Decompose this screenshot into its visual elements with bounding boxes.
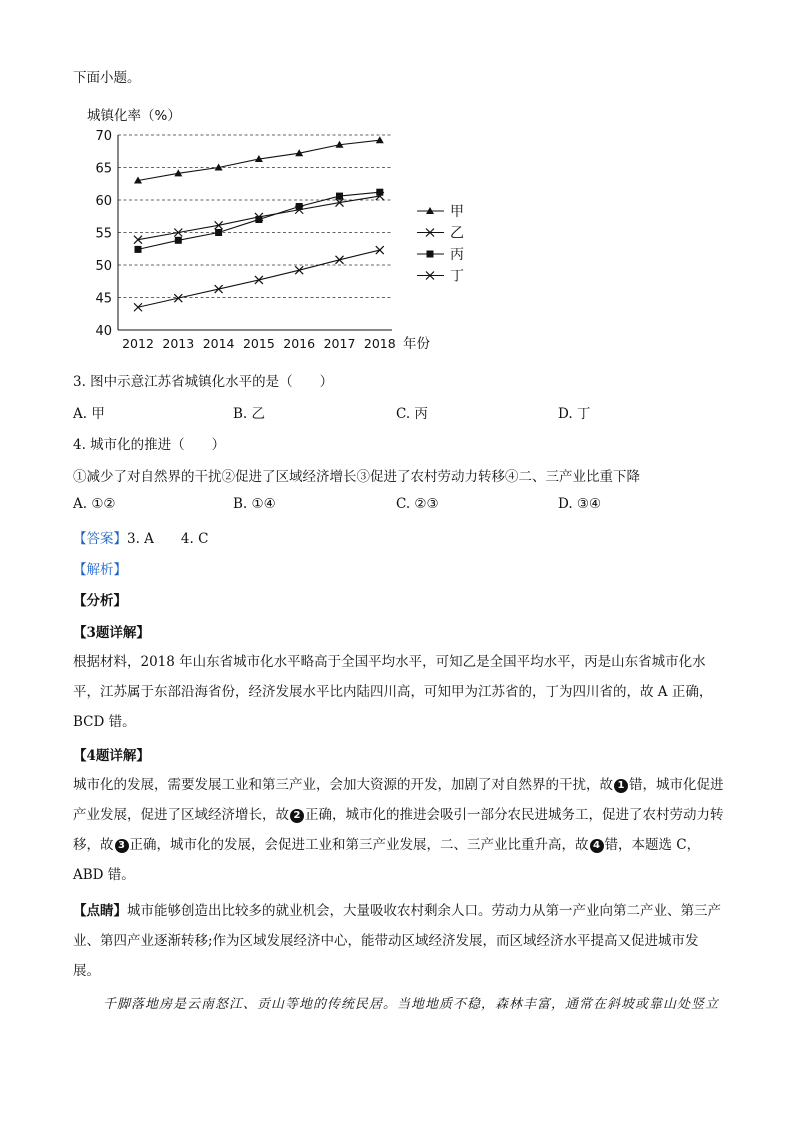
data-point bbox=[135, 246, 142, 253]
q4-option-d[interactable]: D. ③④ bbox=[558, 496, 602, 512]
legend-item bbox=[417, 247, 464, 263]
q4-option-a[interactable]: A. ①② bbox=[73, 496, 116, 512]
detail4-part4: 正确，城市化的发展，会促进工业和第三产业发展，二、三产业比重升高，故 bbox=[129, 837, 589, 853]
x-axis-label: 年份 bbox=[403, 336, 430, 352]
intro-text: 下面小题。 bbox=[73, 70, 141, 86]
answer-text: 3. A 4. C bbox=[127, 531, 209, 547]
series-丁 bbox=[134, 246, 384, 311]
legend-label: 乙 bbox=[450, 225, 464, 242]
data-point bbox=[255, 276, 263, 284]
q4-option-b[interactable]: B. ①④ bbox=[233, 496, 276, 512]
legend-label: 甲 bbox=[450, 204, 464, 220]
q4-option-c[interactable]: C. ②③ bbox=[396, 496, 439, 512]
detail4-label: 【4题详解】 bbox=[73, 748, 150, 764]
detail4-part2: 错，城市化促进产业发展，促进了区域经济增长，故 bbox=[73, 777, 724, 823]
analysis-label: 【解析】 bbox=[73, 562, 127, 578]
q4-stem: 4. 城市化的推进（ ） bbox=[73, 437, 226, 453]
data-point bbox=[296, 203, 303, 210]
x-tick-label: 2018 bbox=[363, 336, 396, 351]
data-point bbox=[376, 136, 384, 143]
x-tick-label: 2016 bbox=[283, 336, 316, 351]
x-tick-label: 2014 bbox=[202, 336, 235, 351]
data-point bbox=[174, 294, 182, 302]
data-point bbox=[295, 266, 303, 274]
q4-statements: ①减少了对自然界的干扰②促进了区域经济增长③促进了农村劳动力转移④二、三产业比重下降 bbox=[73, 469, 640, 485]
next-material-text: 千脚落地房是云南怒江、贡山等地的传统民居。当地地质不稳，森林丰富，通常在斜坡或靠山处竖立 bbox=[103, 997, 720, 1012]
q3-stem: 3. 图中示意江苏省城镇化水平的是（ ） bbox=[73, 374, 334, 390]
y-tick-label: 50 bbox=[95, 259, 112, 274]
q3-option-d[interactable]: D. 丁 bbox=[558, 406, 591, 422]
data-point bbox=[376, 246, 384, 254]
x-tick-label: 2012 bbox=[122, 336, 154, 351]
circled-number-1: 1 bbox=[614, 779, 628, 793]
detail4-part1: 城市化的发展，需要发展工业和第三产业，会加大资源的开发，加剧了对自然界的干扰，故 bbox=[73, 777, 613, 793]
x-tick-label: 2015 bbox=[242, 336, 275, 351]
q3-option-a[interactable]: A. 甲 bbox=[73, 406, 105, 422]
data-point bbox=[215, 285, 223, 293]
detail4-text bbox=[73, 770, 725, 890]
comment-block bbox=[73, 896, 725, 986]
y-tick-label: 55 bbox=[95, 226, 112, 242]
y-tick-label: 60 bbox=[95, 194, 112, 209]
legend-item bbox=[417, 226, 464, 242]
data-point bbox=[427, 251, 434, 258]
urbanization-line-chart bbox=[70, 100, 490, 360]
detail3-text: 根据材料，2018 年山东省城市化水平略高于全国平均水平，可知乙是全国平均水平，丙是山东省城市化水平，江苏属于东部沿海省份，经济发展水平比内陆四川高，可知甲为江苏省的，丁为四川省的，故 A 正确，BCD 错。 bbox=[73, 654, 713, 730]
detail4-part5: 错，本题选 C，ABD 错。 bbox=[73, 837, 701, 883]
y-axis-label: 城镇化率（%） bbox=[87, 108, 181, 124]
series-line bbox=[138, 250, 380, 307]
legend-item bbox=[417, 269, 464, 285]
series-甲 bbox=[134, 136, 384, 183]
data-point bbox=[376, 189, 383, 196]
legend-label: 丁 bbox=[450, 268, 464, 285]
x-tick-label: 2013 bbox=[162, 336, 195, 351]
circled-number-4: 4 bbox=[590, 839, 604, 853]
data-point bbox=[255, 216, 262, 223]
q3-option-c[interactable]: C. 丙 bbox=[396, 406, 428, 422]
comment-label: 【点睛】 bbox=[73, 903, 127, 919]
answer-label: 【答案】 bbox=[73, 531, 127, 547]
data-point bbox=[134, 303, 142, 311]
y-tick-label: 70 bbox=[95, 129, 112, 144]
data-point bbox=[175, 237, 182, 244]
legend-item bbox=[417, 204, 464, 220]
detail4-part3: 正确，城市化的推进会吸引一部分农民进城务工，促进了农村劳动力转移，故 bbox=[73, 807, 724, 853]
answer-line bbox=[73, 527, 208, 547]
legend-label: 丙 bbox=[450, 247, 464, 263]
data-point bbox=[336, 193, 343, 200]
circled-number-3: 3 bbox=[115, 839, 129, 853]
y-tick-label: 45 bbox=[95, 291, 112, 307]
circled-number-2: 2 bbox=[290, 809, 304, 823]
data-point bbox=[215, 229, 222, 236]
series-丙 bbox=[135, 189, 384, 253]
q3-option-b[interactable]: B. 乙 bbox=[233, 406, 266, 422]
detail3-label: 【3题详解】 bbox=[73, 625, 150, 641]
y-tick-label: 40 bbox=[95, 324, 112, 339]
y-tick-label: 65 bbox=[95, 161, 112, 177]
comment-text: 城市能够创造出比较多的就业机会，大量吸收农村剩余人口。劳动力从第一产业向第二产业、第三产业、第四产业逐渐转移;作为区域发展经济中心，能带动区域经济发展，而区域经济水平提高又促进城市发展。 bbox=[73, 903, 721, 979]
data-point bbox=[336, 256, 344, 264]
x-tick-label: 2017 bbox=[323, 336, 356, 351]
fenxi-label: 【分析】 bbox=[73, 593, 127, 609]
